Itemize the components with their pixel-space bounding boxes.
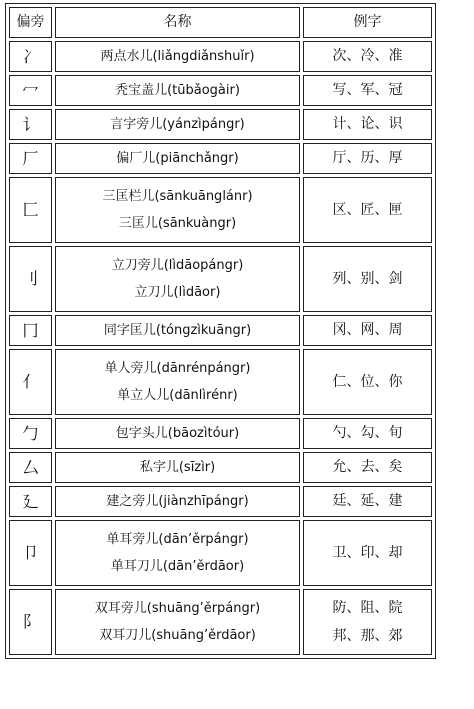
radical-name: 同字匡儿(tóngzìkuāngr) [103,322,252,338]
name-cell [55,315,300,346]
radical-name: 秃宝盖儿(tūbǎogàir) [115,82,240,98]
radical-name: 单立人儿(dānlìrénr) [117,387,238,403]
radical-name: 包字头儿(bāozìtóur) [115,425,240,441]
example-characters: 防、阻、院 [332,599,403,616]
example-characters: 邦、那、郊 [332,627,403,644]
radical-name: 三匡栏儿(sānkuānglánr) [102,188,253,204]
table-row [9,486,432,517]
radical-name: 偏厂儿(piānchǎngr) [116,150,239,166]
radical-cell: 讠 [9,109,52,140]
examples-cell [303,418,432,449]
radical-cell: 冖 [9,75,52,106]
example-characters: 冈、网、周 [332,322,403,339]
header-examples: 例字 [303,7,432,38]
radical-name: 私字儿(sīzìr) [139,459,216,475]
table-header-row [9,7,432,38]
table-row [9,349,432,415]
radical-name: 建之旁儿(jiànzhīpángr) [106,493,249,509]
examples-cell [303,177,432,243]
radical-name: 双耳旁儿(shuāng’ěrpángr) [94,600,261,616]
example-characters: 次、冷、准 [332,48,403,65]
table-row [9,418,432,449]
examples-cell [303,486,432,517]
table-row [9,177,432,243]
radical-cell: 亻 [9,349,52,415]
table-row [9,315,432,346]
name-cell [55,177,300,243]
name-cell [55,418,300,449]
name-cell [55,520,300,586]
name-cell [55,75,300,106]
example-characters: 列、别、剑 [332,270,403,287]
example-characters: 勺、勾、旬 [332,425,403,442]
table-row [9,41,432,72]
examples-cell [303,520,432,586]
name-cell [55,349,300,415]
examples-cell [303,143,432,174]
example-characters: 允、去、矣 [332,459,403,476]
header-name: 名称 [55,7,300,38]
name-cell [55,109,300,140]
name-cell [55,486,300,517]
example-characters: 仁、位、你 [332,373,403,390]
example-characters: 卫、印、却 [332,544,403,561]
radical-name: 立刀旁儿(lìdāopángr) [111,257,244,273]
radical-name: 单耳旁儿(dān’ěrpángr) [106,531,249,547]
table-row [9,246,432,312]
examples-cell [303,589,432,655]
radical-cell: 刂 [9,246,52,312]
example-characters: 廷、延、建 [332,493,403,510]
radical-cell: 卩 [9,520,52,586]
example-characters: 计、论、识 [332,116,403,133]
table-body [9,41,432,655]
radical-cell: 冂 [9,315,52,346]
radical-cell: 厶 [9,452,52,483]
radical-cell: 廴 [9,486,52,517]
example-characters: 厅、历、厚 [332,150,403,167]
table-row [9,520,432,586]
example-characters: 写、军、冠 [332,82,403,99]
radical-table [5,3,436,659]
name-cell [55,246,300,312]
radical-name: 双耳刀儿(shuāng’ěrdāor) [99,627,256,643]
name-cell [55,452,300,483]
examples-cell [303,109,432,140]
example-characters: 区、匠、匣 [332,201,403,218]
radical-cell: 勹 [9,418,52,449]
table-row [9,109,432,140]
radical-cell: 匚 [9,177,52,243]
name-cell [55,589,300,655]
radical-cell: 阝 [9,589,52,655]
examples-cell [303,349,432,415]
radical-name: 言字旁儿(yánzìpángr) [110,116,245,132]
table-row [9,75,432,106]
table-row [9,589,432,655]
examples-cell [303,246,432,312]
name-cell [55,143,300,174]
examples-cell [303,41,432,72]
radical-name: 立刀儿(lìdāor) [134,284,221,300]
radical-name: 单耳刀儿(dān’ěrdāor) [110,558,245,574]
examples-cell [303,452,432,483]
radical-cell: 冫 [9,41,52,72]
examples-cell [303,315,432,346]
radical-cell: 厂 [9,143,52,174]
header-radical: 偏旁 [9,7,52,38]
name-cell [55,41,300,72]
examples-cell [303,75,432,106]
radical-name: 两点水儿(liǎngdiǎnshuǐr) [100,48,255,64]
radical-name: 单人旁儿(dānrénpángr) [104,360,251,376]
table-row [9,143,432,174]
radical-name: 三匡儿(sānkuàngr) [118,215,237,231]
table-row [9,452,432,483]
